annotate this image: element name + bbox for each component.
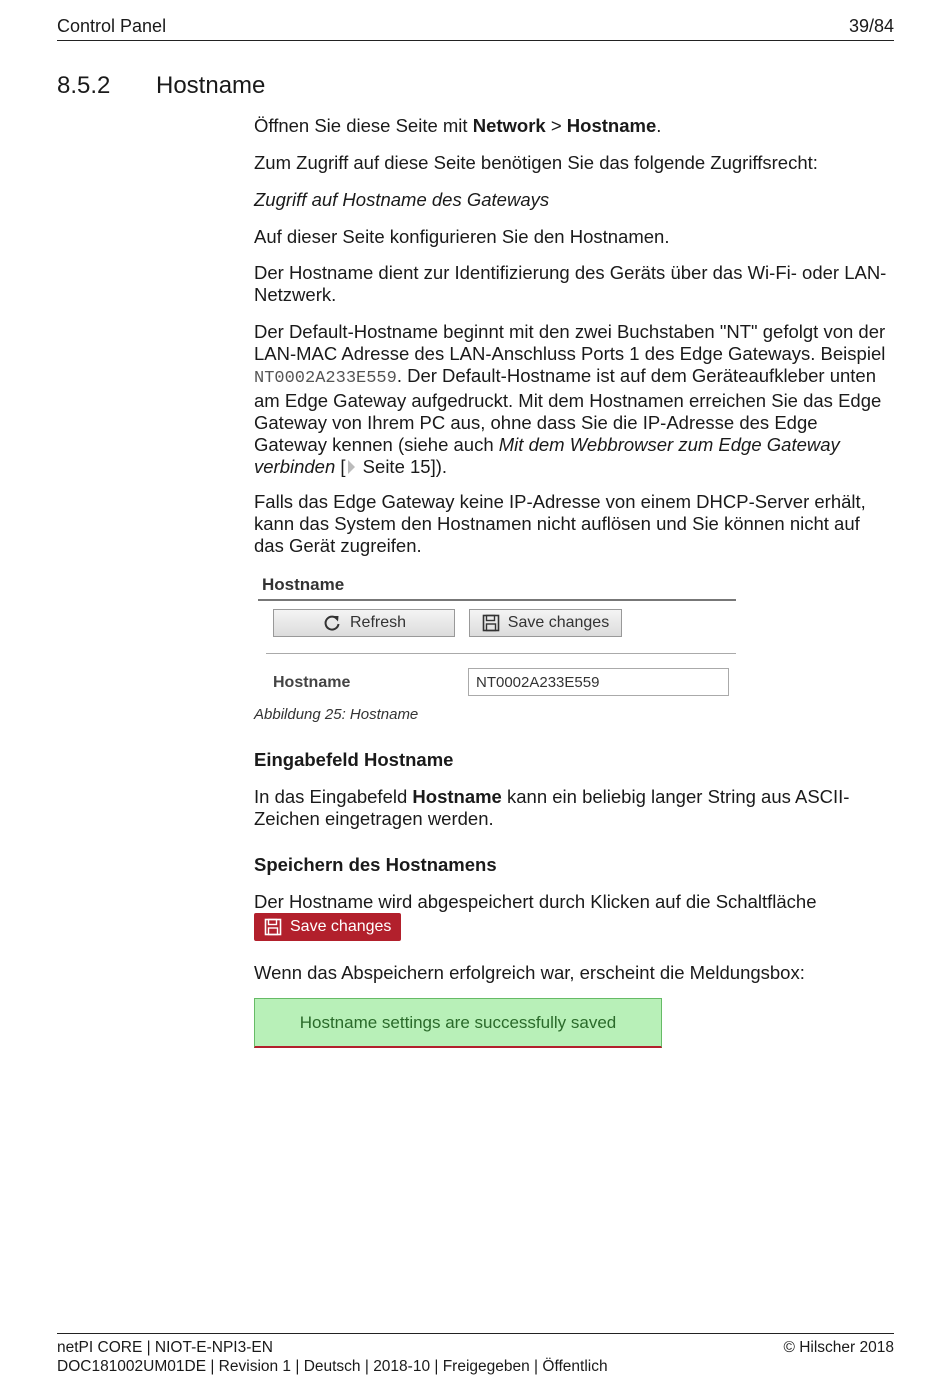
- paragraph-default-hostname: Der Default-Hostname beginnt mit den zwei Buchstaben "NT" gefolgt von der LAN-MAC Adresse des LAN-Anschluss Ports 1 des Edge Gateways. Beispiel NT0002A233E559. Der Default-Hostname ist auf dem Geräteaufkleber unten am Edge Gateway aufgedruckt. Mit dem Hostnamen erreichen Sie das Edge Gateway von Ihrem PC aus, ohne dass Sie die IP-Adresse des Edge Gateway kennen (siehe auch Mit dem Webbrowser zum Edge Gateway verbinden [ Seite 15]).: [254, 321, 886, 477]
- cross-reference-link[interactable]: Mit dem Webbrowser zum Edge Gateway verbinden: [254, 434, 840, 477]
- footer-product: netPI CORE | NIOT-E-NPI3-EN: [57, 1339, 273, 1356]
- paragraph-configure: Auf dieser Seite konfigurieren Sie den Hostnamen.: [254, 226, 670, 247]
- save-changes-red-button[interactable]: [254, 913, 401, 941]
- figure-caption: Abbildung 25: Hostname: [254, 706, 419, 723]
- example-hostname: NT0002A233E559: [254, 369, 397, 388]
- paragraph-identification: Der Hostname dient zur Identifizierung des Geräts über das Wi-Fi- oder LAN-Netzwerk.: [254, 262, 887, 305]
- section-title: Hostname: [156, 72, 266, 99]
- screenshot-title: Hostname: [262, 575, 345, 594]
- header-title: Control Panel: [57, 16, 167, 36]
- heading-input-field: Eingabefeld Hostname: [254, 749, 454, 770]
- refresh-icon: [322, 613, 342, 633]
- hostname-field-label: Hostname: [273, 674, 351, 691]
- refresh-button[interactable]: [273, 609, 455, 637]
- save-icon: [482, 614, 500, 632]
- footer-document-info: DOC181002UM01DE | Revision 1 | Deutsch | 2018-10 | Freigegeben | Öffentlich: [57, 1358, 608, 1375]
- paragraph-access-name: Zugriff auf Hostname des Gateways: [254, 189, 550, 210]
- page-header: [57, 14, 894, 41]
- paragraph-success: Wenn das Abspeichern erfolgreich war, erscheint die Meldungsbox:: [254, 962, 805, 983]
- divider: [258, 599, 736, 601]
- page-footer: [57, 1333, 894, 1375]
- divider: [266, 653, 736, 654]
- paragraph-dhcp: Falls das Edge Gateway keine IP-Adresse von einem DHCP-Server erhält, kann das System den Hostnamen nicht auflösen und Sie können nicht auf das Gerät zugreifen.: [254, 491, 866, 556]
- save-button-label: Save changes: [507, 614, 610, 631]
- paragraph-open-page: Öffnen Sie diese Seite mit Network > Hostname.: [254, 115, 662, 136]
- heading-save-hostname: Speichern des Hostnamens: [254, 854, 497, 875]
- refresh-button-label: Refresh: [349, 614, 407, 631]
- success-message-text: Hostname settings are successfully saved: [299, 1012, 617, 1032]
- footer-copyright: © Hilscher 2018: [783, 1339, 894, 1356]
- success-message-box: [254, 998, 662, 1048]
- arrow-right-icon: [348, 460, 355, 474]
- red-button-label: Save changes: [290, 918, 392, 935]
- paragraph-access-right: Zum Zugriff auf diese Seite benötigen Sie das folgende Zugriffsrecht:: [254, 152, 818, 173]
- hostname-screenshot: [258, 570, 738, 705]
- paragraph-input-field: In das Eingabefeld Hostname kann ein beliebig langer String aus ASCII-Zeichen eingetragen werden.: [254, 786, 850, 829]
- save-changes-button[interactable]: [469, 609, 622, 637]
- hostname-input[interactable]: [468, 668, 729, 696]
- page-number: 39/84: [848, 16, 894, 36]
- paragraph-save: Der Hostname wird abgespeichert durch Klicken auf die Schaltfläche: [254, 891, 817, 912]
- section-number: 8.5.2: [57, 72, 111, 99]
- save-icon: [264, 918, 282, 936]
